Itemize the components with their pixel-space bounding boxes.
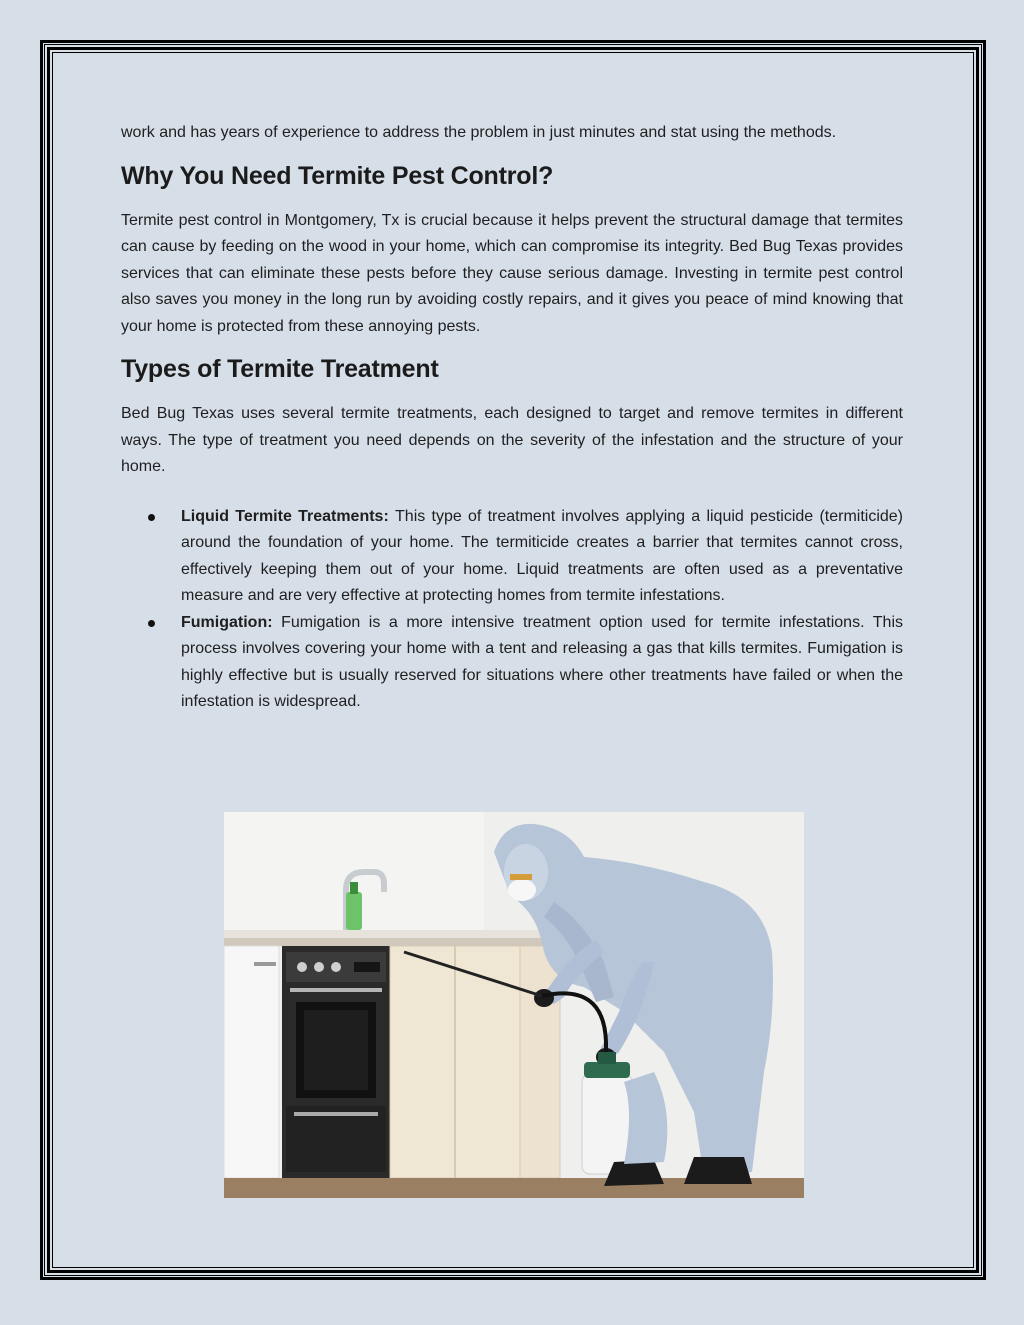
bullet-icon	[148, 514, 155, 521]
list-item-title: Liquid Termite Treatments:	[181, 507, 396, 525]
bullet-icon	[148, 620, 155, 627]
list-item-fumigation	[181, 610, 903, 716]
list-item-text: Fumigation is a more intensive treatment option used for termite infestations. This process involves covering your home with a tent and releasing a gas that kills termites. Fumigation is highly effective but is usually reserved for situations where other treatments have failed or when the infestation is widespread.	[181, 613, 904, 710]
document-content	[121, 120, 903, 716]
types-paragraph: Bed Bug Texas uses several termite treatments, each designed to target and remove termites in different ways. The type of treatment you need depends on the severity of the infestation and the structure of your home.	[121, 405, 903, 475]
pest-technician-spraying-kitchen-image	[224, 812, 804, 1198]
heading-why-termite-control: Why You Need Termite Pest Control?	[121, 161, 554, 190]
list-item-text: This type of treatment involves applying a liquid pesticide (termiticide) around the foundation of your home. The termiticide creates a barrier that termites cannot cross, effectively keeping them out of your home. Liquid treatments are often used as a preventative measure and are very effective at protecting homes from termite infestations.	[181, 507, 904, 604]
treatment-list	[121, 504, 903, 716]
heading-types-of-treatment: Types of Termite Treatment	[121, 355, 439, 383]
list-item-liquid-treatment	[181, 504, 903, 610]
intro-paragraph: work and has years of experience to address the problem in just minutes and stat using the methods.	[121, 124, 837, 141]
why-paragraph: Termite pest control in Montgomery, Tx is crucial because it helps prevent the structural damage that termites can cause by feeding on the wood in your home, which can compromise its integrity. Bed Bug Texas provides services that can eliminate these pests before they cause serious damage. Investing in termite pest control also saves you money in the long run by avoiding costly repairs, and it gives you peace of mind knowing that your home is protected from these annoying pests.	[121, 211, 903, 335]
list-item-title: Fumigation:	[181, 613, 282, 631]
